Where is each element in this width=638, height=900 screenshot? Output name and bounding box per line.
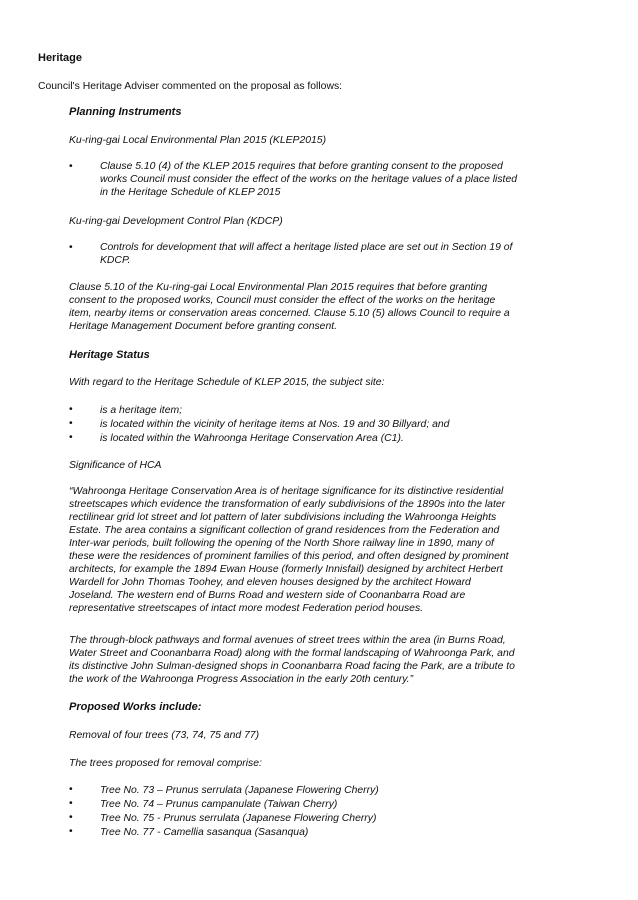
proposed-works-heading: Proposed Works include: [69, 701, 202, 713]
klep-bullet-line: in the Heritage Schedule of KLEP 2015 [100, 187, 281, 198]
klep-bullet-marker: • [69, 161, 73, 172]
trees-intro: The trees proposed for removal comprise: [69, 758, 262, 769]
quote-line: rectilinear grid lot street and lot pattern of later subdivisions including the Wahroonga Heights [69, 512, 497, 523]
quote-line: the work of the Wahroonga Progress Association in the early 20th century.” [69, 674, 414, 685]
status-bullet-text: is a heritage item; [100, 405, 183, 416]
heritage-status-heading: Heritage Status [69, 349, 150, 361]
status-bullet-marker: • [69, 432, 73, 443]
quote-line: The through-block pathways and formal avenues of street trees within the area (in Burns Road, [69, 635, 506, 646]
quote-paragraph-2 [69, 634, 515, 686]
intro-text: Council's Heritage Adviser commented on the proposal as follows: [38, 81, 343, 92]
quote-line: representative streetscapes of intact more modest Federation period houses. [69, 603, 424, 614]
removal-line: Removal of four trees (73, 74, 75 and 77) [69, 730, 260, 741]
tree-bullet-text: Tree No. 77 - Camellia sasanqua (Sasanqua) [100, 827, 309, 838]
klep-bullet-line: Clause 5.10 (4) of the KLEP 2015 requires that before granting consent to the proposed [100, 161, 503, 172]
kdcp-bullet-line: Controls for development that will affect a heritage listed place are set out in Section 19 of [100, 242, 513, 253]
status-bullet-text: is located within the vicinity of heritage items at Nos. 19 and 30 Billyard; and [100, 419, 450, 430]
status-bullet-marker: • [69, 404, 73, 415]
quote-line: Inter-war periods, built following the opening of the North Shore railway line in 1890, many of [69, 538, 494, 549]
klep-title: Ku-ring-gai Local Environmental Plan 2015 (KLEP2015) [69, 135, 327, 146]
tree-bullet-text: Tree No. 74 – Prunus campanulate (Taiwan Cherry) [100, 799, 338, 810]
quote-line: its distinctive John Sulman-designed shops in Coonanbarra Road facing the Park, are a tribute to [69, 661, 515, 672]
tree-bullet-marker: • [69, 826, 73, 837]
status-bullet-marker: • [69, 418, 73, 429]
quote-line: Estate. The area contains a significant collection of grand residences from the Federation and [69, 525, 500, 536]
quote-line: Water Street and Coonanbarra Road) along with the formal landscaping of Wahroonga Park, and [69, 648, 515, 659]
clause-line: consent to the proposed works, Council must consider the effect of the works on the heritage [69, 295, 496, 306]
quote-line: streetscapes which evidence the transformation of early subdivisions of the 1890s into the later [69, 499, 506, 510]
clause-paragraph [69, 281, 510, 333]
klep-bullet-text [100, 160, 517, 199]
status-intro: With regard to the Heritage Schedule of KLEP 2015, the subject site: [69, 377, 385, 388]
kdcp-bullet-marker: • [69, 242, 73, 253]
significance-title: Significance of HCA [69, 460, 162, 471]
quote-line: Joseland. The western end of Burns Road and western side of Coonanbarra Road are [69, 590, 466, 601]
kdcp-title: Ku-ring-gai Development Control Plan (KDCP) [69, 216, 283, 227]
tree-bullet-text: Tree No. 73 – Prunus serrulata (Japanese Flowering Cherry) [100, 785, 379, 796]
clause-line: Clause 5.10 of the Ku-ring-gai Local Environmental Plan 2015 requires that before granting [69, 282, 488, 293]
planning-instruments-heading: Planning Instruments [69, 106, 182, 118]
quote-line: Wardell for John Thomas Toohey, and eleven houses designed by the architect Howard [69, 577, 471, 588]
klep-bullet-line: works Council must consider the effect of the works on the heritage values of a place listed [100, 174, 517, 185]
quote-line: architects, for example the 1894 Ewan House (formerly Innisfail) designed by architect Herbert [69, 564, 503, 575]
tree-bullet-marker: • [69, 798, 73, 809]
clause-line: item, nearby items or conservation areas concerned. Clause 5.10 (5) allows Council to require a [69, 308, 510, 319]
kdcp-bullet-line: KDCP. [100, 255, 131, 266]
kdcp-bullet-text [100, 241, 512, 267]
tree-bullet-marker: • [69, 812, 73, 823]
tree-bullet-text: Tree No. 75 - Prunus serrulata (Japanese Flowering Cherry) [100, 813, 377, 824]
tree-bullet-marker: • [69, 784, 73, 795]
section-heading-heritage: Heritage [38, 52, 83, 64]
clause-line: Heritage Management Document before granting consent. [69, 321, 338, 332]
quote-line: “Wahroonga Heritage Conservation Area is of heritage significance for its distinctive residential [69, 486, 504, 497]
quote-line: these were the residences of prominent families of this period, and often designed by prominent [69, 551, 509, 562]
status-bullet-text: is located within the Wahroonga Heritage Conservation Area (C1). [100, 433, 404, 444]
quote-paragraph-1 [69, 485, 509, 615]
